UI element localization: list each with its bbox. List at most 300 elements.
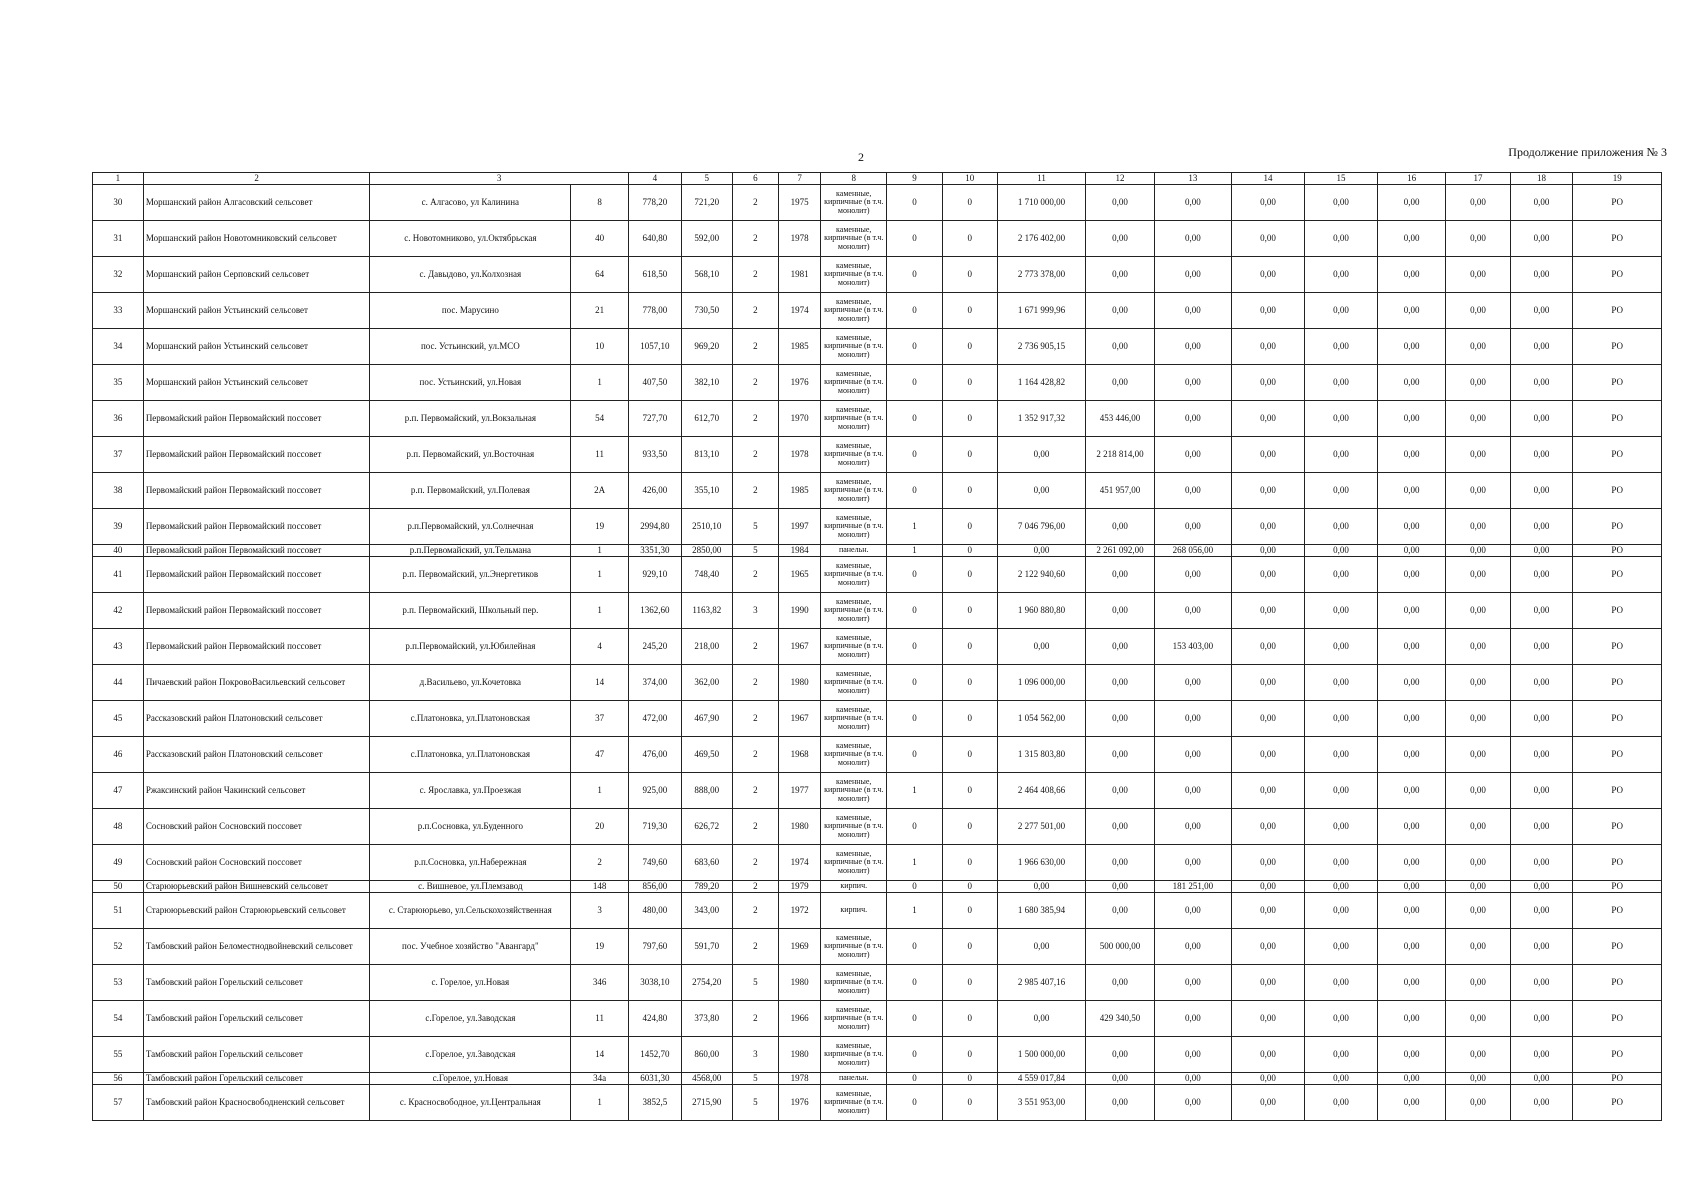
value-cell-col-15: 0,00 <box>1305 329 1378 365</box>
value-cell-col-14: 0,00 <box>1232 665 1305 701</box>
district-cell: Первомайский район Первомайский поссовет <box>143 629 370 665</box>
row-number: 51 <box>93 893 144 929</box>
living-area-cell: 591,70 <box>681 929 732 965</box>
value-cell-col-9: 1 <box>887 893 942 929</box>
value-cell-col-11: 2 464 408,66 <box>997 773 1085 809</box>
value-cell-col-13: 0,00 <box>1154 929 1231 965</box>
year-cell: 1974 <box>779 293 821 329</box>
value-cell-col-14: 0,00 <box>1232 1085 1305 1121</box>
floors-cell: 2 <box>732 185 778 221</box>
living-area-cell: 343,00 <box>681 893 732 929</box>
value-cell-col-15: 0,00 <box>1305 965 1378 1001</box>
value-cell-col-12: 2 218 814,00 <box>1086 437 1155 473</box>
value-cell-col-9: 1 <box>887 545 942 557</box>
value-cell-col-12: 0,00 <box>1086 185 1155 221</box>
living-area-cell: 568,10 <box>681 257 732 293</box>
house-number-cell: 2А <box>571 473 628 509</box>
district-cell: Первомайский район Первомайский поссовет <box>143 509 370 545</box>
value-cell-col-14: 0,00 <box>1232 329 1305 365</box>
column-header: 4 <box>628 173 681 185</box>
column-header: 9 <box>887 173 942 185</box>
value-cell-col-17: 0,00 <box>1446 473 1510 509</box>
fund-type-cell: РО <box>1573 293 1662 329</box>
value-cell-col-11: 2 736 905,15 <box>997 329 1085 365</box>
value-cell-col-18: 0,00 <box>1510 401 1573 437</box>
address-cell: р.п.Сосновка, ул.Набережная <box>370 845 571 881</box>
total-area-cell: 3852,5 <box>628 1085 681 1121</box>
address-cell: с.Платоновка, ул.Платоновская <box>370 701 571 737</box>
house-number-cell: 4 <box>571 629 628 665</box>
floors-cell: 2 <box>732 893 778 929</box>
floors-cell: 2 <box>732 329 778 365</box>
value-cell-col-11: 0,00 <box>997 545 1085 557</box>
row-number: 56 <box>93 1073 144 1085</box>
value-cell-col-11: 0,00 <box>997 437 1085 473</box>
value-cell-col-17: 0,00 <box>1446 845 1510 881</box>
value-cell-col-14: 0,00 <box>1232 473 1305 509</box>
row-number: 40 <box>93 545 144 557</box>
value-cell-col-17: 0,00 <box>1446 221 1510 257</box>
fund-type-cell: РО <box>1573 881 1662 893</box>
fund-type-cell: РО <box>1573 257 1662 293</box>
district-cell: Тамбовский район Горельский сельсовет <box>143 1073 370 1085</box>
value-cell-col-14: 0,00 <box>1232 893 1305 929</box>
value-cell-col-18: 0,00 <box>1510 593 1573 629</box>
district-cell: Тамбовский район Красносвободненский сельсовет <box>143 1085 370 1121</box>
house-number-cell: 3 <box>571 893 628 929</box>
value-cell-col-15: 0,00 <box>1305 401 1378 437</box>
house-number-cell: 54 <box>571 401 628 437</box>
value-cell-col-18: 0,00 <box>1510 329 1573 365</box>
fund-type-cell: РО <box>1573 893 1662 929</box>
living-area-cell: 2754,20 <box>681 965 732 1001</box>
year-cell: 1965 <box>779 557 821 593</box>
value-cell-col-13: 0,00 <box>1154 437 1231 473</box>
row-number: 31 <box>93 221 144 257</box>
value-cell-col-12: 0,00 <box>1086 557 1155 593</box>
district-cell: Моршанский район Серповский сельсовет <box>143 257 370 293</box>
value-cell-col-18: 0,00 <box>1510 965 1573 1001</box>
value-cell-col-13: 0,00 <box>1154 1001 1231 1037</box>
row-number: 30 <box>93 185 144 221</box>
value-cell-col-11: 2 277 501,00 <box>997 809 1085 845</box>
value-cell-col-17: 0,00 <box>1446 293 1510 329</box>
row-number: 32 <box>93 257 144 293</box>
living-area-cell: 467,90 <box>681 701 732 737</box>
value-cell-col-13: 0,00 <box>1154 593 1231 629</box>
year-cell: 1976 <box>779 1085 821 1121</box>
total-area-cell: 925,00 <box>628 773 681 809</box>
value-cell-col-11: 0,00 <box>997 929 1085 965</box>
value-cell-col-10: 0 <box>942 1001 997 1037</box>
total-area-cell: 719,30 <box>628 809 681 845</box>
fund-type-cell: РО <box>1573 401 1662 437</box>
wall-material-cell: каменные, кирпичные (в т.ч. монолит) <box>821 701 887 737</box>
year-cell: 1975 <box>779 185 821 221</box>
value-cell-col-18: 0,00 <box>1510 893 1573 929</box>
value-cell-col-12: 0,00 <box>1086 809 1155 845</box>
wall-material-cell: каменные, кирпичные (в т.ч. монолит) <box>821 509 887 545</box>
floors-cell: 2 <box>732 1001 778 1037</box>
address-cell: с. Новотомниково, ул.Октябрьская <box>370 221 571 257</box>
value-cell-col-11: 1 671 999,96 <box>997 293 1085 329</box>
column-header: 18 <box>1510 173 1573 185</box>
value-cell-col-15: 0,00 <box>1305 437 1378 473</box>
value-cell-col-18: 0,00 <box>1510 473 1573 509</box>
value-cell-col-18: 0,00 <box>1510 629 1573 665</box>
year-cell: 1970 <box>779 401 821 437</box>
district-cell: Моршанский район Алгасовский сельсовет <box>143 185 370 221</box>
table-row <box>93 737 1662 773</box>
value-cell-col-12: 0,00 <box>1086 893 1155 929</box>
value-cell-col-10: 0 <box>942 257 997 293</box>
value-cell-col-9: 0 <box>887 701 942 737</box>
value-cell-col-16: 0,00 <box>1377 893 1446 929</box>
value-cell-col-12: 0,00 <box>1086 329 1155 365</box>
floors-cell: 2 <box>732 737 778 773</box>
fund-type-cell: РО <box>1573 365 1662 401</box>
column-header: 17 <box>1446 173 1510 185</box>
value-cell-col-12: 429 340,50 <box>1086 1001 1155 1037</box>
total-area-cell: 778,20 <box>628 185 681 221</box>
value-cell-col-18: 0,00 <box>1510 737 1573 773</box>
value-cell-col-13: 0,00 <box>1154 1085 1231 1121</box>
value-cell-col-15: 0,00 <box>1305 593 1378 629</box>
total-area-cell: 3038,10 <box>628 965 681 1001</box>
value-cell-col-12: 0,00 <box>1086 965 1155 1001</box>
value-cell-col-10: 0 <box>942 701 997 737</box>
address-cell: р.п.Первомайский, ул.Солнечная <box>370 509 571 545</box>
value-cell-col-15: 0,00 <box>1305 893 1378 929</box>
value-cell-col-12: 2 261 092,00 <box>1086 545 1155 557</box>
value-cell-col-12: 0,00 <box>1086 365 1155 401</box>
wall-material-cell: каменные, кирпичные (в т.ч. монолит) <box>821 809 887 845</box>
value-cell-col-12: 0,00 <box>1086 665 1155 701</box>
value-cell-col-13: 0,00 <box>1154 965 1231 1001</box>
value-cell-col-15: 0,00 <box>1305 545 1378 557</box>
value-cell-col-11: 1 960 880,80 <box>997 593 1085 629</box>
value-cell-col-11: 4 559 017,84 <box>997 1073 1085 1085</box>
fund-type-cell: РО <box>1573 773 1662 809</box>
row-number: 41 <box>93 557 144 593</box>
table-row <box>93 629 1662 665</box>
value-cell-col-10: 0 <box>942 185 997 221</box>
value-cell-col-16: 0,00 <box>1377 1073 1446 1085</box>
value-cell-col-11: 1 315 803,80 <box>997 737 1085 773</box>
district-cell: Сосновский район Сосновский поссовет <box>143 845 370 881</box>
value-cell-col-16: 0,00 <box>1377 809 1446 845</box>
table-row <box>93 893 1662 929</box>
year-cell: 1979 <box>779 881 821 893</box>
wall-material-cell: кирпич. <box>821 881 887 893</box>
district-cell: Пичаевский район ПокровоВасильевский сельсовет <box>143 665 370 701</box>
address-cell: д.Васильево, ул.Кочетовка <box>370 665 571 701</box>
total-area-cell: 424,80 <box>628 1001 681 1037</box>
total-area-cell: 1057,10 <box>628 329 681 365</box>
year-cell: 1976 <box>779 365 821 401</box>
value-cell-col-16: 0,00 <box>1377 881 1446 893</box>
year-cell: 1980 <box>779 1037 821 1073</box>
district-cell: Сосновский район Сосновский поссовет <box>143 809 370 845</box>
floors-cell: 5 <box>732 1073 778 1085</box>
page-number: 2 <box>858 150 864 164</box>
value-cell-col-11: 1 164 428,82 <box>997 365 1085 401</box>
value-cell-col-17: 0,00 <box>1446 557 1510 593</box>
value-cell-col-14: 0,00 <box>1232 221 1305 257</box>
living-area-cell: 592,00 <box>681 221 732 257</box>
house-number-cell: 14 <box>571 1037 628 1073</box>
total-area-cell: 856,00 <box>628 881 681 893</box>
wall-material-cell: каменные, кирпичные (в т.ч. монолит) <box>821 557 887 593</box>
value-cell-col-12: 0,00 <box>1086 737 1155 773</box>
year-cell: 1977 <box>779 773 821 809</box>
value-cell-col-16: 0,00 <box>1377 365 1446 401</box>
living-area-cell: 748,40 <box>681 557 732 593</box>
value-cell-col-14: 0,00 <box>1232 257 1305 293</box>
address-cell: с. Красносвободное, ул.Центральная <box>370 1085 571 1121</box>
value-cell-col-10: 0 <box>942 545 997 557</box>
total-area-cell: 407,50 <box>628 365 681 401</box>
wall-material-cell: каменные, кирпичные (в т.ч. монолит) <box>821 221 887 257</box>
value-cell-col-13: 0,00 <box>1154 1037 1231 1073</box>
wall-material-cell: каменные, кирпичные (в т.ч. монолит) <box>821 257 887 293</box>
value-cell-col-18: 0,00 <box>1510 845 1573 881</box>
value-cell-col-15: 0,00 <box>1305 665 1378 701</box>
column-header: 8 <box>821 173 887 185</box>
value-cell-col-15: 0,00 <box>1305 557 1378 593</box>
value-cell-col-13: 0,00 <box>1154 293 1231 329</box>
district-cell: Первомайский район Первомайский поссовет <box>143 473 370 509</box>
value-cell-col-12: 453 446,00 <box>1086 401 1155 437</box>
column-header: 6 <box>732 173 778 185</box>
floors-cell: 2 <box>732 437 778 473</box>
value-cell-col-17: 0,00 <box>1446 509 1510 545</box>
district-cell: Старююрьевский район Старююрьевский сельсовет <box>143 893 370 929</box>
wall-material-cell: каменные, кирпичные (в т.ч. монолит) <box>821 593 887 629</box>
value-cell-col-12: 0,00 <box>1086 1073 1155 1085</box>
address-cell: с.Горелое, ул.Заводская <box>370 1037 571 1073</box>
row-number: 52 <box>93 929 144 965</box>
value-cell-col-15: 0,00 <box>1305 185 1378 221</box>
year-cell: 1966 <box>779 1001 821 1037</box>
value-cell-col-9: 0 <box>887 401 942 437</box>
floors-cell: 2 <box>732 845 778 881</box>
total-area-cell: 476,00 <box>628 737 681 773</box>
value-cell-col-16: 0,00 <box>1377 845 1446 881</box>
value-cell-col-17: 0,00 <box>1446 665 1510 701</box>
value-cell-col-16: 0,00 <box>1377 773 1446 809</box>
table-row <box>93 845 1662 881</box>
value-cell-col-9: 0 <box>887 185 942 221</box>
house-number-cell: 14 <box>571 665 628 701</box>
living-area-cell: 813,10 <box>681 437 732 473</box>
value-cell-col-16: 0,00 <box>1377 665 1446 701</box>
value-cell-col-15: 0,00 <box>1305 293 1378 329</box>
wall-material-cell: каменные, кирпичные (в т.ч. монолит) <box>821 365 887 401</box>
living-area-cell: 683,60 <box>681 845 732 881</box>
value-cell-col-14: 0,00 <box>1232 365 1305 401</box>
table-row <box>93 221 1662 257</box>
total-area-cell: 1362,60 <box>628 593 681 629</box>
value-cell-col-17: 0,00 <box>1446 185 1510 221</box>
column-header: 15 <box>1305 173 1378 185</box>
fund-type-cell: РО <box>1573 701 1662 737</box>
address-cell: с. Старююрьево, ул.Сельскохозяйственная <box>370 893 571 929</box>
value-cell-col-12: 0,00 <box>1086 773 1155 809</box>
value-cell-col-16: 0,00 <box>1377 737 1446 773</box>
year-cell: 1969 <box>779 929 821 965</box>
value-cell-col-18: 0,00 <box>1510 773 1573 809</box>
house-number-cell: 10 <box>571 329 628 365</box>
fund-type-cell: РО <box>1573 185 1662 221</box>
floors-cell: 2 <box>732 221 778 257</box>
year-cell: 1978 <box>779 1073 821 1085</box>
floors-cell: 2 <box>732 701 778 737</box>
district-cell: Моршанский район Устьинский сельсовет <box>143 365 370 401</box>
address-cell: с. Давыдово, ул.Колхозная <box>370 257 571 293</box>
total-area-cell: 778,00 <box>628 293 681 329</box>
floors-cell: 2 <box>732 809 778 845</box>
value-cell-col-9: 0 <box>887 737 942 773</box>
wall-material-cell: каменные, кирпичные (в т.ч. монолит) <box>821 845 887 881</box>
value-cell-col-13: 0,00 <box>1154 665 1231 701</box>
wall-material-cell: каменные, кирпичные (в т.ч. монолит) <box>821 965 887 1001</box>
value-cell-col-15: 0,00 <box>1305 221 1378 257</box>
row-number: 48 <box>93 809 144 845</box>
house-number-cell: 11 <box>571 437 628 473</box>
row-number: 47 <box>93 773 144 809</box>
district-cell: Моршанский район Устьинский сельсовет <box>143 329 370 365</box>
value-cell-col-13: 0,00 <box>1154 473 1231 509</box>
wall-material-cell: каменные, кирпичные (в т.ч. монолит) <box>821 1085 887 1121</box>
fund-type-cell: РО <box>1573 629 1662 665</box>
value-cell-col-16: 0,00 <box>1377 965 1446 1001</box>
value-cell-col-15: 0,00 <box>1305 809 1378 845</box>
year-cell: 1990 <box>779 593 821 629</box>
address-cell: с. Ярославка, ул.Проезжая <box>370 773 571 809</box>
value-cell-col-13: 181 251,00 <box>1154 881 1231 893</box>
fund-type-cell: РО <box>1573 1037 1662 1073</box>
value-cell-col-15: 0,00 <box>1305 737 1378 773</box>
wall-material-cell: каменные, кирпичные (в т.ч. монолит) <box>821 1037 887 1073</box>
value-cell-col-9: 0 <box>887 365 942 401</box>
value-cell-col-9: 0 <box>887 329 942 365</box>
district-cell: Первомайский район Первомайский поссовет <box>143 545 370 557</box>
value-cell-col-16: 0,00 <box>1377 221 1446 257</box>
value-cell-col-13: 0,00 <box>1154 401 1231 437</box>
value-cell-col-17: 0,00 <box>1446 893 1510 929</box>
value-cell-col-14: 0,00 <box>1232 401 1305 437</box>
value-cell-col-14: 0,00 <box>1232 737 1305 773</box>
value-cell-col-18: 0,00 <box>1510 437 1573 473</box>
value-cell-col-18: 0,00 <box>1510 929 1573 965</box>
value-cell-col-16: 0,00 <box>1377 401 1446 437</box>
house-number-cell: 2 <box>571 845 628 881</box>
value-cell-col-10: 0 <box>942 1037 997 1073</box>
column-header: 12 <box>1086 173 1155 185</box>
floors-cell: 5 <box>732 509 778 545</box>
house-number-cell: 148 <box>571 881 628 893</box>
value-cell-col-18: 0,00 <box>1510 509 1573 545</box>
value-cell-col-13: 0,00 <box>1154 737 1231 773</box>
year-cell: 1967 <box>779 701 821 737</box>
floors-cell: 2 <box>732 773 778 809</box>
value-cell-col-16: 0,00 <box>1377 509 1446 545</box>
value-cell-col-13: 0,00 <box>1154 773 1231 809</box>
value-cell-col-11: 2 122 940,60 <box>997 557 1085 593</box>
value-cell-col-11: 1 966 630,00 <box>997 845 1085 881</box>
housing-table <box>92 172 1662 1121</box>
value-cell-col-14: 0,00 <box>1232 293 1305 329</box>
floors-cell: 2 <box>732 257 778 293</box>
wall-material-cell: каменные, кирпичные (в т.ч. монолит) <box>821 293 887 329</box>
value-cell-col-17: 0,00 <box>1446 881 1510 893</box>
value-cell-col-13: 0,00 <box>1154 329 1231 365</box>
value-cell-col-9: 0 <box>887 665 942 701</box>
house-number-cell: 19 <box>571 929 628 965</box>
total-area-cell: 933,50 <box>628 437 681 473</box>
address-cell: с.Платоновка, ул.Платоновская <box>370 737 571 773</box>
value-cell-col-9: 0 <box>887 929 942 965</box>
value-cell-col-11: 2 176 402,00 <box>997 221 1085 257</box>
wall-material-cell: каменные, кирпичные (в т.ч. монолит) <box>821 665 887 701</box>
floors-cell: 2 <box>732 473 778 509</box>
value-cell-col-13: 0,00 <box>1154 809 1231 845</box>
address-cell: р.п. Первомайский, Школьный пер. <box>370 593 571 629</box>
column-header: 10 <box>942 173 997 185</box>
value-cell-col-9: 0 <box>887 473 942 509</box>
value-cell-col-10: 0 <box>942 1073 997 1085</box>
value-cell-col-16: 0,00 <box>1377 473 1446 509</box>
house-number-cell: 1 <box>571 773 628 809</box>
house-number-cell: 8 <box>571 185 628 221</box>
living-area-cell: 612,70 <box>681 401 732 437</box>
floors-cell: 2 <box>732 881 778 893</box>
value-cell-col-14: 0,00 <box>1232 509 1305 545</box>
value-cell-col-13: 0,00 <box>1154 845 1231 881</box>
value-cell-col-10: 0 <box>942 437 997 473</box>
value-cell-col-17: 0,00 <box>1446 437 1510 473</box>
fund-type-cell: РО <box>1573 437 1662 473</box>
table-body <box>93 185 1662 1121</box>
wall-material-cell: панельн. <box>821 545 887 557</box>
value-cell-col-9: 0 <box>887 257 942 293</box>
district-cell: Рассказовский район Платоновский сельсовет <box>143 701 370 737</box>
address-cell: р.п.Первомайский, ул.Тельмана <box>370 545 571 557</box>
fund-type-cell: РО <box>1573 1085 1662 1121</box>
value-cell-col-12: 500 000,00 <box>1086 929 1155 965</box>
value-cell-col-16: 0,00 <box>1377 437 1446 473</box>
value-cell-col-12: 0,00 <box>1086 1037 1155 1073</box>
fund-type-cell: РО <box>1573 965 1662 1001</box>
wall-material-cell: каменные, кирпичные (в т.ч. монолит) <box>821 437 887 473</box>
value-cell-col-17: 0,00 <box>1446 1037 1510 1073</box>
value-cell-col-9: 0 <box>887 593 942 629</box>
value-cell-col-11: 0,00 <box>997 473 1085 509</box>
value-cell-col-17: 0,00 <box>1446 629 1510 665</box>
address-cell: р.п. Первомайский, ул.Энергетиков <box>370 557 571 593</box>
district-cell: Тамбовский район Беломестнодвойневский сельсовет <box>143 929 370 965</box>
value-cell-col-11: 1 500 000,00 <box>997 1037 1085 1073</box>
district-cell: Рассказовский район Платоновский сельсовет <box>143 737 370 773</box>
total-area-cell: 480,00 <box>628 893 681 929</box>
district-cell: Первомайский район Первомайский поссовет <box>143 437 370 473</box>
column-header: 2 <box>143 173 370 185</box>
year-cell: 1978 <box>779 437 821 473</box>
address-cell: с. Алгасово, ул Калинина <box>370 185 571 221</box>
table-row <box>93 185 1662 221</box>
district-cell: Тамбовский район Горельский сельсовет <box>143 965 370 1001</box>
